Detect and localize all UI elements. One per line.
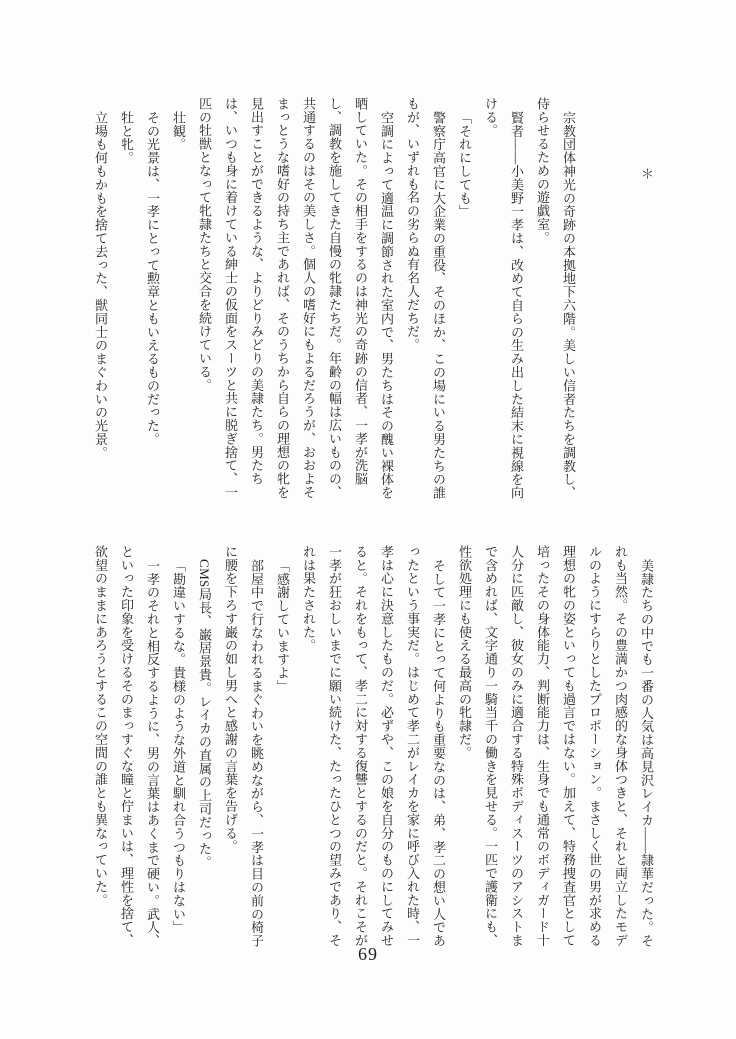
text-line: ける。 <box>483 97 498 138</box>
text-line: CMS局長、巌居景貴。レイカの直属の上司だった。 <box>197 558 212 869</box>
text-line: 宗教団体神光の奇跡の本拠地下六階。美しい信者たちを調教し、 <box>561 110 576 500</box>
text-line: 見出すことができるような、よりどりみどりの美隷たち。男たち <box>249 97 264 486</box>
text-line: 共通するのはその美しさ。個人の嗜好にもよるだろうが、おおよそ <box>301 97 316 499</box>
text-line: 美隷たちの中でも一番の人気は高見沢レイカ――隷華だった。そ <box>639 558 654 948</box>
text-line: し、調教を施してきた自慢の牝隷たちだ。年齢の幅は広いものの、 <box>327 97 342 499</box>
text-line: 部屋中で行なわれるまぐわいを眺めながら、一孝は目の前の椅子 <box>249 558 264 948</box>
text-line: 培ったその身体能力、判断能力は、生身でも通常のボディガード十 <box>535 545 550 947</box>
text-line: 立場も何もかもを捨て去った、獣同士のまぐわいの光景。 <box>93 110 108 459</box>
text-line: れは果たされた。 <box>301 545 316 653</box>
text-line: 性欲処理にも使える最高の牝隷だ。 <box>457 545 472 760</box>
text-line: れも当然。その豊満かつ肉感的な身体つきと、それと両立したモデ <box>613 545 628 947</box>
page-number: 69 <box>358 944 378 964</box>
text-line: 晒していた。その相手をするのは神光の奇跡の信者、一孝が洗脳 <box>353 97 368 486</box>
text-line: 欲望のままにあろうとするこの空間の誰とも異なっていた。 <box>93 545 108 907</box>
text-line: 匹の牡獣となって牝隷たちと交合を続けている。 <box>197 97 212 392</box>
text-line: 人分に匹敵し、彼女のみに適合する特殊ボディスーツのアシストま <box>509 545 524 947</box>
text-line: 孝は心に決意したものだ。必ずや、この娘を自分のものにしてみせ <box>379 545 394 947</box>
text-line: に腰を下ろす巌の如し男へと感謝の言葉を告げる。 <box>223 545 238 854</box>
text-line: 牡と牝。 <box>119 110 134 165</box>
section-separator: ＊ <box>639 167 654 181</box>
text-line: ったという事実だ。はじめて孝二がレイカを家に呼び入れた時、一 <box>405 545 420 947</box>
text-line: ると。それをもって、孝二に対する復讐とするのだと。それこそが <box>353 545 368 947</box>
bottom-text-block <box>87 545 659 953</box>
text-line: 「感謝していますよ」 <box>275 558 290 693</box>
text-line: 壮観。 <box>171 110 186 151</box>
top-text-block <box>87 97 659 520</box>
text-line: 「それにしても」 <box>457 110 472 218</box>
text-line: その光景は、一孝にとって勲章ともいえるものだった。 <box>145 110 160 446</box>
text-line: 空調によって適温に調節された室内で、男たちはその醜い裸体を <box>379 110 394 500</box>
text-line: は、いつも身に着けている紳士の仮面をスーツと共に脱ぎ捨て、一 <box>223 97 238 499</box>
text-line: 一孝のそれと相反するように、男の言葉はあくまで硬い。武人、 <box>145 558 160 948</box>
blank-line <box>581 97 607 520</box>
text-line: ルのようにすらりとしたプロポーション。まさしく世の男が求める <box>587 545 602 947</box>
text-line: 理想の牝の姿といっても過言ではない。加えて、特務捜査官として <box>561 545 576 947</box>
text-line: で含めれば、文字通り一騎当千の働きを見せる。一匹で護衛にも、 <box>483 545 498 947</box>
text-line: まっとうな嗜好の持ち主であれば、そのうちから自らの理想の牝を <box>275 97 290 499</box>
blank-line <box>607 97 633 520</box>
text-line: 賢者――小美野一孝は、改めて自らの生み出した結末に視線を向 <box>509 110 524 500</box>
text-line: 侍らせるための遊戯室。 <box>535 97 550 245</box>
text-line: 一孝が狂おしいまでに願い続けた、たったひとつの望みであり、そ <box>327 545 342 947</box>
text-line: 「勘違いするな。貴様のような外道と馴れ合うつもりはない」 <box>171 558 186 934</box>
text-line: もが、いずれも名の劣らぬ有名人だちだ。 <box>405 97 420 352</box>
text-line: といった印象を受けるそのまっすぐな瞳と佇まいは、理性を捨て、 <box>119 545 134 947</box>
text-line: そして一孝にとって何よりも重要なのは、弟、孝二の想い人であ <box>431 558 446 948</box>
text-line: 警察庁高官に大企業の重役、そのほか、この場にいる男たちの誰 <box>431 110 446 500</box>
